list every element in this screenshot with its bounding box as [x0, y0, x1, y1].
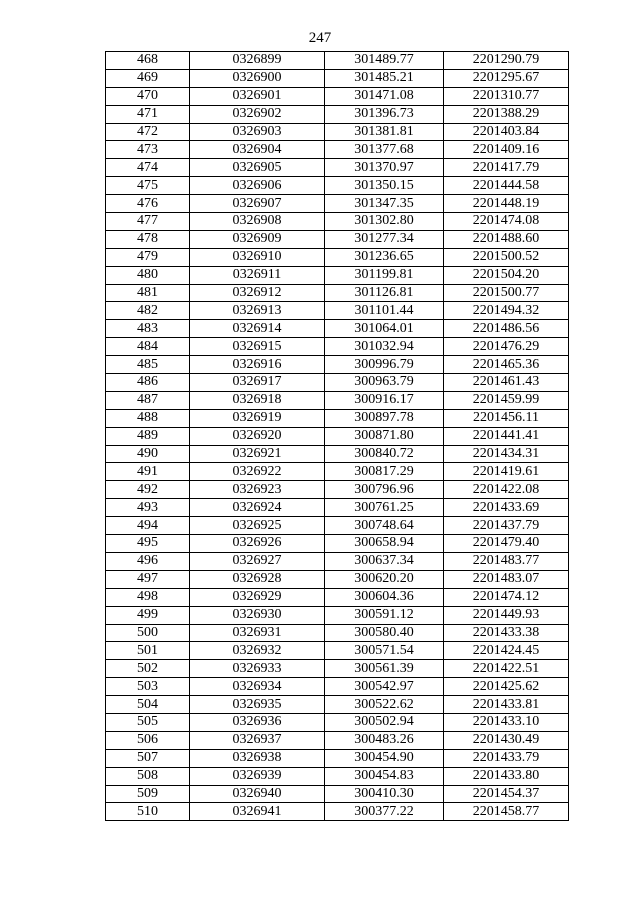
y-coordinate-cell: 2201458.77 [444, 803, 569, 821]
point-id-cell: 0326922 [190, 463, 325, 481]
x-coordinate-cell: 300637.34 [325, 552, 444, 570]
x-coordinate-cell: 301471.08 [325, 87, 444, 105]
point-id-cell: 0326909 [190, 230, 325, 248]
x-coordinate-cell: 301126.81 [325, 284, 444, 302]
table-row [106, 696, 569, 714]
x-coordinate-cell: 301485.21 [325, 69, 444, 87]
y-coordinate-cell: 2201433.10 [444, 713, 569, 731]
x-coordinate-cell: 300620.20 [325, 570, 444, 588]
table-row [106, 391, 569, 409]
table-row [106, 409, 569, 427]
table-row [106, 803, 569, 821]
point-id-cell: 0326920 [190, 427, 325, 445]
y-coordinate-cell: 2201403.84 [444, 123, 569, 141]
row-index-cell: 472 [106, 123, 190, 141]
point-id-cell: 0326937 [190, 731, 325, 749]
row-index-cell: 497 [106, 570, 190, 588]
table-row [106, 463, 569, 481]
row-index-cell: 500 [106, 624, 190, 642]
table-row [106, 338, 569, 356]
table-row [106, 374, 569, 392]
row-index-cell: 475 [106, 177, 190, 195]
x-coordinate-cell: 300916.17 [325, 391, 444, 409]
point-id-cell: 0326903 [190, 123, 325, 141]
row-index-cell: 474 [106, 159, 190, 177]
row-index-cell: 487 [106, 391, 190, 409]
row-index-cell: 470 [106, 87, 190, 105]
x-coordinate-cell: 300996.79 [325, 356, 444, 374]
point-id-cell: 0326904 [190, 141, 325, 159]
y-coordinate-cell: 2201494.32 [444, 302, 569, 320]
y-coordinate-cell: 2201461.43 [444, 374, 569, 392]
x-coordinate-cell: 300542.97 [325, 678, 444, 696]
x-coordinate-cell: 300580.40 [325, 624, 444, 642]
y-coordinate-cell: 2201486.56 [444, 320, 569, 338]
point-id-cell: 0326917 [190, 374, 325, 392]
x-coordinate-cell: 300604.36 [325, 588, 444, 606]
y-coordinate-cell: 2201409.16 [444, 141, 569, 159]
point-id-cell: 0326901 [190, 87, 325, 105]
table-row [106, 767, 569, 785]
row-index-cell: 482 [106, 302, 190, 320]
point-id-cell: 0326899 [190, 52, 325, 70]
y-coordinate-cell: 2201434.31 [444, 445, 569, 463]
point-id-cell: 0326938 [190, 749, 325, 767]
point-id-cell: 0326910 [190, 248, 325, 266]
row-index-cell: 488 [106, 409, 190, 427]
table-row [106, 517, 569, 535]
x-coordinate-cell: 301489.77 [325, 52, 444, 70]
row-index-cell: 504 [106, 696, 190, 714]
y-coordinate-cell: 2201504.20 [444, 266, 569, 284]
table-row [106, 141, 569, 159]
point-id-cell: 0326905 [190, 159, 325, 177]
row-index-cell: 478 [106, 230, 190, 248]
point-id-cell: 0326924 [190, 499, 325, 517]
point-id-cell: 0326923 [190, 481, 325, 499]
x-coordinate-cell: 301370.97 [325, 159, 444, 177]
y-coordinate-cell: 2201310.77 [444, 87, 569, 105]
x-coordinate-cell: 301347.35 [325, 195, 444, 213]
point-id-cell: 0326927 [190, 552, 325, 570]
row-index-cell: 471 [106, 105, 190, 123]
y-coordinate-cell: 2201483.77 [444, 552, 569, 570]
table-row [106, 552, 569, 570]
table-row [106, 230, 569, 248]
row-index-cell: 494 [106, 517, 190, 535]
point-id-cell: 0326908 [190, 213, 325, 231]
y-coordinate-cell: 2201433.79 [444, 749, 569, 767]
table-row [106, 749, 569, 767]
x-coordinate-cell: 300840.72 [325, 445, 444, 463]
y-coordinate-cell: 2201500.77 [444, 284, 569, 302]
row-index-cell: 479 [106, 248, 190, 266]
x-coordinate-cell: 300571.54 [325, 642, 444, 660]
y-coordinate-cell: 2201422.08 [444, 481, 569, 499]
y-coordinate-cell: 2201459.99 [444, 391, 569, 409]
y-coordinate-cell: 2201419.61 [444, 463, 569, 481]
x-coordinate-cell: 301032.94 [325, 338, 444, 356]
x-coordinate-cell: 300454.90 [325, 749, 444, 767]
table-row [106, 445, 569, 463]
x-coordinate-cell: 300483.26 [325, 731, 444, 749]
table-row [106, 785, 569, 803]
point-id-cell: 0326934 [190, 678, 325, 696]
y-coordinate-cell: 2201465.36 [444, 356, 569, 374]
row-index-cell: 469 [106, 69, 190, 87]
y-coordinate-cell: 2201483.07 [444, 570, 569, 588]
x-coordinate-cell: 300871.80 [325, 427, 444, 445]
table-row [106, 642, 569, 660]
x-coordinate-cell: 300522.62 [325, 696, 444, 714]
x-coordinate-cell: 300377.22 [325, 803, 444, 821]
y-coordinate-cell: 2201422.51 [444, 660, 569, 678]
coordinates-table-body [106, 52, 569, 821]
y-coordinate-cell: 2201290.79 [444, 52, 569, 70]
row-index-cell: 476 [106, 195, 190, 213]
x-coordinate-cell: 301236.65 [325, 248, 444, 266]
y-coordinate-cell: 2201456.11 [444, 409, 569, 427]
y-coordinate-cell: 2201479.40 [444, 535, 569, 553]
point-id-cell: 0326911 [190, 266, 325, 284]
point-id-cell: 0326919 [190, 409, 325, 427]
row-index-cell: 489 [106, 427, 190, 445]
y-coordinate-cell: 2201448.19 [444, 195, 569, 213]
coordinates-table [105, 51, 569, 821]
y-coordinate-cell: 2201474.12 [444, 588, 569, 606]
y-coordinate-cell: 2201295.67 [444, 69, 569, 87]
x-coordinate-cell: 301350.15 [325, 177, 444, 195]
table-row [106, 195, 569, 213]
point-id-cell: 0326939 [190, 767, 325, 785]
x-coordinate-cell: 301064.01 [325, 320, 444, 338]
y-coordinate-cell: 2201433.80 [444, 767, 569, 785]
row-index-cell: 503 [106, 678, 190, 696]
row-index-cell: 468 [106, 52, 190, 70]
y-coordinate-cell: 2201444.58 [444, 177, 569, 195]
row-index-cell: 496 [106, 552, 190, 570]
table-row [106, 213, 569, 231]
point-id-cell: 0326913 [190, 302, 325, 320]
point-id-cell: 0326921 [190, 445, 325, 463]
row-index-cell: 506 [106, 731, 190, 749]
x-coordinate-cell: 300591.12 [325, 606, 444, 624]
point-id-cell: 0326914 [190, 320, 325, 338]
row-index-cell: 502 [106, 660, 190, 678]
point-id-cell: 0326906 [190, 177, 325, 195]
table-row [106, 69, 569, 87]
x-coordinate-cell: 301101.44 [325, 302, 444, 320]
row-index-cell: 480 [106, 266, 190, 284]
row-index-cell: 495 [106, 535, 190, 553]
row-index-cell: 477 [106, 213, 190, 231]
y-coordinate-cell: 2201388.29 [444, 105, 569, 123]
x-coordinate-cell: 301302.80 [325, 213, 444, 231]
x-coordinate-cell: 300817.29 [325, 463, 444, 481]
x-coordinate-cell: 300897.78 [325, 409, 444, 427]
y-coordinate-cell: 2201441.41 [444, 427, 569, 445]
y-coordinate-cell: 2201449.93 [444, 606, 569, 624]
table-row [106, 284, 569, 302]
table-row [106, 266, 569, 284]
row-index-cell: 505 [106, 713, 190, 731]
row-index-cell: 501 [106, 642, 190, 660]
x-coordinate-cell: 300502.94 [325, 713, 444, 731]
row-index-cell: 481 [106, 284, 190, 302]
point-id-cell: 0326915 [190, 338, 325, 356]
y-coordinate-cell: 2201433.38 [444, 624, 569, 642]
y-coordinate-cell: 2201425.62 [444, 678, 569, 696]
table-row [106, 427, 569, 445]
x-coordinate-cell: 300761.25 [325, 499, 444, 517]
table-row [106, 159, 569, 177]
row-index-cell: 473 [106, 141, 190, 159]
x-coordinate-cell: 300658.94 [325, 535, 444, 553]
table-row [106, 123, 569, 141]
y-coordinate-cell: 2201430.49 [444, 731, 569, 749]
point-id-cell: 0326900 [190, 69, 325, 87]
row-index-cell: 510 [106, 803, 190, 821]
table-row [106, 731, 569, 749]
point-id-cell: 0326931 [190, 624, 325, 642]
table-row [106, 52, 569, 70]
table-row [106, 535, 569, 553]
point-id-cell: 0326907 [190, 195, 325, 213]
point-id-cell: 0326928 [190, 570, 325, 588]
row-index-cell: 508 [106, 767, 190, 785]
point-id-cell: 0326912 [190, 284, 325, 302]
y-coordinate-cell: 2201500.52 [444, 248, 569, 266]
x-coordinate-cell: 300454.83 [325, 767, 444, 785]
table-row [106, 248, 569, 266]
table-row [106, 302, 569, 320]
table-row [106, 481, 569, 499]
y-coordinate-cell: 2201454.37 [444, 785, 569, 803]
point-id-cell: 0326902 [190, 105, 325, 123]
y-coordinate-cell: 2201424.45 [444, 642, 569, 660]
table-row [106, 624, 569, 642]
point-id-cell: 0326935 [190, 696, 325, 714]
y-coordinate-cell: 2201488.60 [444, 230, 569, 248]
x-coordinate-cell: 300410.30 [325, 785, 444, 803]
row-index-cell: 490 [106, 445, 190, 463]
table-row [106, 678, 569, 696]
y-coordinate-cell: 2201437.79 [444, 517, 569, 535]
table-row [106, 320, 569, 338]
x-coordinate-cell: 301377.68 [325, 141, 444, 159]
row-index-cell: 484 [106, 338, 190, 356]
table-row [106, 177, 569, 195]
row-index-cell: 485 [106, 356, 190, 374]
table-row [106, 588, 569, 606]
point-id-cell: 0326932 [190, 642, 325, 660]
x-coordinate-cell: 301396.73 [325, 105, 444, 123]
row-index-cell: 507 [106, 749, 190, 767]
point-id-cell: 0326925 [190, 517, 325, 535]
point-id-cell: 0326918 [190, 391, 325, 409]
table-row [106, 606, 569, 624]
x-coordinate-cell: 300796.96 [325, 481, 444, 499]
row-index-cell: 493 [106, 499, 190, 517]
point-id-cell: 0326933 [190, 660, 325, 678]
point-id-cell: 0326926 [190, 535, 325, 553]
point-id-cell: 0326936 [190, 713, 325, 731]
row-index-cell: 483 [106, 320, 190, 338]
x-coordinate-cell: 300748.64 [325, 517, 444, 535]
table-row [106, 356, 569, 374]
table-row [106, 87, 569, 105]
table-row [106, 105, 569, 123]
page-number: 247 [308, 30, 332, 46]
point-id-cell: 0326941 [190, 803, 325, 821]
x-coordinate-cell: 301199.81 [325, 266, 444, 284]
table-row [106, 660, 569, 678]
y-coordinate-cell: 2201433.69 [444, 499, 569, 517]
y-coordinate-cell: 2201417.79 [444, 159, 569, 177]
y-coordinate-cell: 2201476.29 [444, 338, 569, 356]
x-coordinate-cell: 301277.34 [325, 230, 444, 248]
x-coordinate-cell: 301381.81 [325, 123, 444, 141]
table-row [106, 499, 569, 517]
row-index-cell: 492 [106, 481, 190, 499]
row-index-cell: 486 [106, 374, 190, 392]
y-coordinate-cell: 2201433.81 [444, 696, 569, 714]
x-coordinate-cell: 300561.39 [325, 660, 444, 678]
point-id-cell: 0326930 [190, 606, 325, 624]
table-row [106, 570, 569, 588]
point-id-cell: 0326940 [190, 785, 325, 803]
row-index-cell: 499 [106, 606, 190, 624]
x-coordinate-cell: 300963.79 [325, 374, 444, 392]
point-id-cell: 0326916 [190, 356, 325, 374]
point-id-cell: 0326929 [190, 588, 325, 606]
row-index-cell: 498 [106, 588, 190, 606]
y-coordinate-cell: 2201474.08 [444, 213, 569, 231]
row-index-cell: 509 [106, 785, 190, 803]
row-index-cell: 491 [106, 463, 190, 481]
table-row [106, 713, 569, 731]
